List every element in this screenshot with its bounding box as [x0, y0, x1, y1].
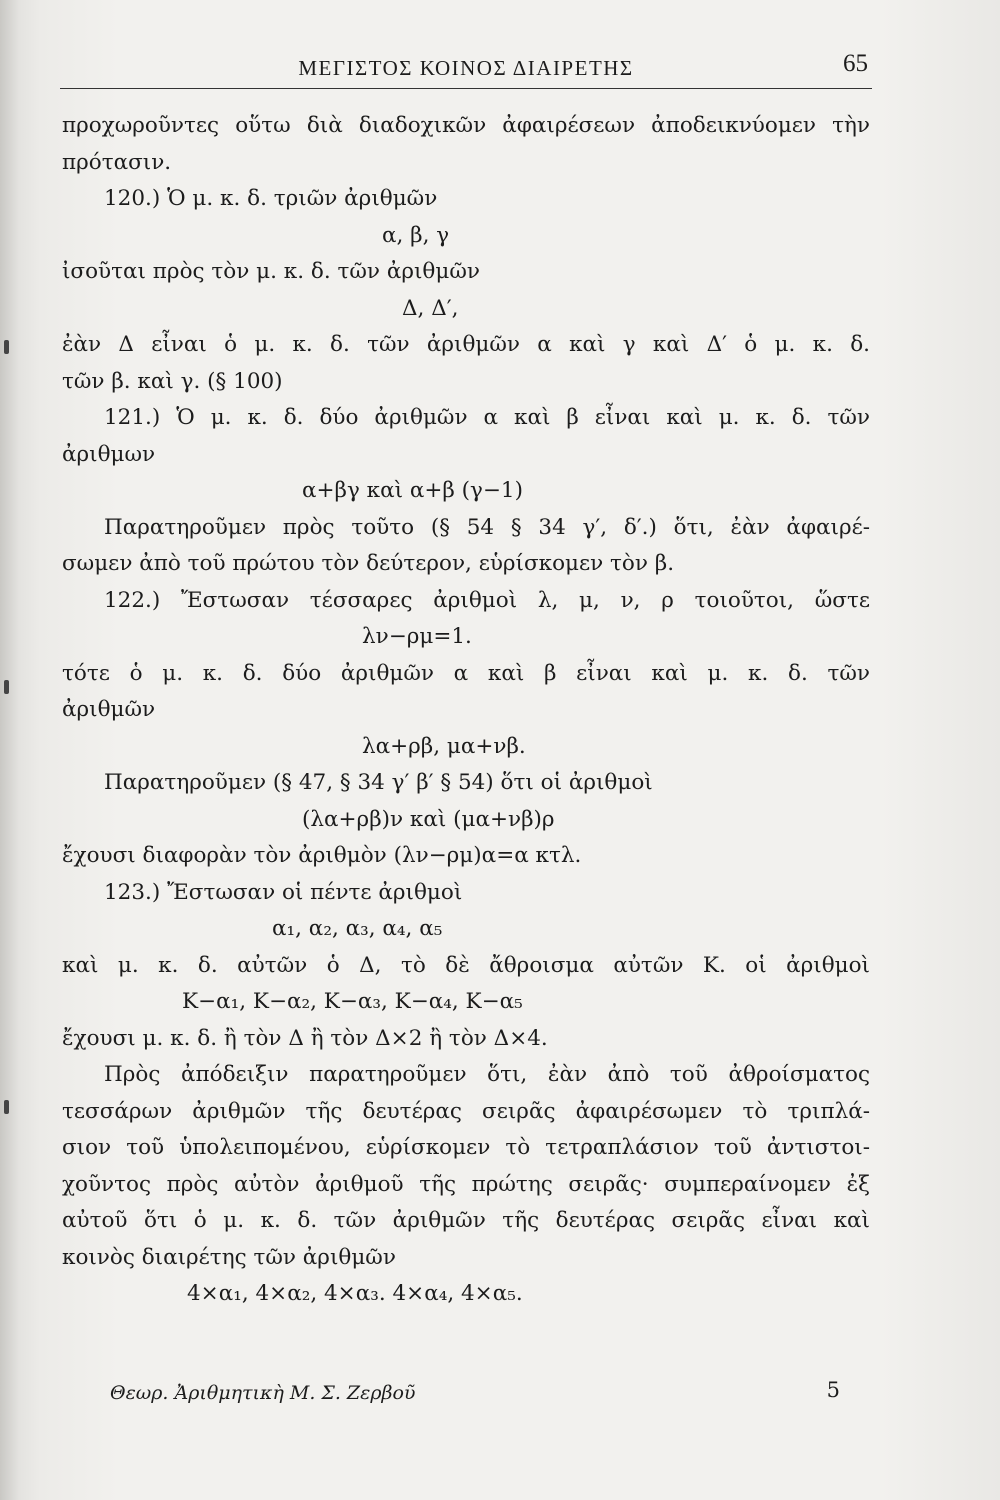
formula-line: α₁, α₂, α₃, α₄, α₅	[272, 916, 443, 941]
text-line: σιον τοῦ ὑπολειπομένου, εὑρίσκομεν τὸ τετραπλάσιον τοῦ ἀντιστοι-	[62, 1135, 870, 1160]
formula-line: α+βγ καὶ α+β (γ−1)	[302, 478, 523, 503]
page-body	[62, 108, 870, 1313]
page-footer	[110, 1378, 840, 1418]
text-line: σωμεν ἀπὸ τοῦ πρώτου τὸν δεύτερον, εὑρίσκομεν τὸν β.	[62, 551, 675, 576]
text-line: καὶ μ. κ. δ. αὐτῶν ὁ Δ, τὸ δὲ ἄθροισμα αὐτῶν Κ. οἱ ἀριθμοὶ	[62, 952, 870, 978]
running-title: ΜΕΓΙΣΤΟΣ ΚΟΙΝΟΣ ΔΙΑΙΡΕΤΗΣ	[298, 56, 634, 80]
formula-line: Κ−α₁, Κ−α₂, Κ−α₃, Κ−α₄, Κ−α₅	[182, 989, 523, 1014]
text-line: ἔχουσι διαφορὰν τὸν ἀριθμὸν (λν−ρμ)α=α κτλ.	[62, 843, 582, 868]
text-line: Παρατηροῦμεν (§ 47, § 34 γ′ β′ § 54) ὅτι οἱ ἀριθμοὶ	[104, 770, 653, 795]
text-line: ἀριθμων	[62, 441, 156, 467]
text-line: τεσσάρων ἀριθμῶν τῆς δευτέρας σειρᾶς ἀφαιρέσωμεν τὸ τριπλά-	[62, 1098, 870, 1124]
page-number: 65	[843, 50, 868, 77]
sheet-number: 5	[826, 1378, 840, 1402]
edge-mark	[4, 680, 9, 694]
footer-signature: Θεωρ. Ἀριθμητικὴ Μ. Σ. Ζερβοῦ	[110, 1382, 416, 1404]
book-spine-shadow	[0, 0, 18, 1500]
text-line: ἐὰν Δ εἶναι ὁ μ. κ. δ. τῶν ἀριθμῶν α καὶ γ καὶ Δ′ ὁ μ. κ. δ.	[62, 332, 870, 357]
text-line: ἔχουσι μ. κ. δ. ἢ τὸν Δ ἢ τὸν Δ×2 ἢ τὸν Δ×4.	[62, 1025, 548, 1051]
text-line: ἰσοῦται πρὸς τὸν μ. κ. δ. τῶν ἀριθμῶν	[62, 259, 480, 284]
proposition-121-line: 121.) Ὁ μ. κ. δ. δύο ἀριθμῶν α καὶ β εἶναι καὶ μ. κ. δ. τῶν	[104, 405, 870, 430]
text-line: Πρὸς ἀπόδειξιν παρατηροῦμεν ὅτι, ἐὰν ἀπὸ τοῦ ἀθροίσματος	[104, 1062, 870, 1087]
text-line: προχωροῦντες οὕτω διὰ διαδοχικῶν ἀφαιρέσεων ἀποδεικνύομεν τὴν	[62, 113, 870, 138]
text-line: ἀριθμῶν	[62, 697, 156, 722]
proposition-123-line: 123.) Ἔστωσαν οἱ πέντε ἀριθμοὶ	[104, 879, 463, 905]
formula-line: λα+ρβ, μα+νβ.	[362, 733, 526, 759]
formula-line: 4×α₁, 4×α₂, 4×α₃. 4×α₄, 4×α₅.	[187, 1281, 523, 1306]
page-header	[60, 48, 872, 89]
formula-line: λν−ρμ=1.	[362, 624, 472, 649]
edge-mark	[4, 1100, 9, 1114]
text-line: χοῦντος πρὸς αὐτὸν ἀριθμοῦ τῆς πρώτης σειρᾶς· συμπεραίνομεν ἐξ	[62, 1171, 870, 1197]
proposition-120-line: 120.) Ὁ μ. κ. δ. τριῶν ἀριθμῶν	[104, 186, 438, 211]
text-line: τότε ὁ μ. κ. δ. δύο ἀριθμῶν α καὶ β εἶναι καὶ μ. κ. δ. τῶν	[62, 660, 870, 686]
text-line: αὐτοῦ ὅτι ὁ μ. κ. δ. τῶν ἀριθμῶν τῆς δευτέρας σειρᾶς εἶναι καὶ	[62, 1208, 870, 1233]
formula-line: Δ, Δ′,	[402, 295, 459, 321]
proposition-122-line: 122.) Ἔστωσαν τέσσαρες ἀριθμοὶ λ, μ, ν, ρ τοιοῦτοι, ὥστε	[104, 587, 870, 613]
text-line: κοινὸς διαιρέτης τῶν ἀριθμῶν	[62, 1244, 396, 1270]
text-line: τῶν β. καὶ γ. (§ 100)	[62, 368, 283, 394]
edge-mark	[4, 340, 9, 354]
text-line: Παρατηροῦμεν πρὸς τοῦτο (§ 54 § 34 γ′, δ′.) ὅτι, ἐὰν ἀφαιρέ-	[104, 514, 870, 540]
text-line: πρότασιν.	[62, 149, 172, 175]
formula-line: (λα+ρβ)ν καὶ (μα+νβ)ρ	[302, 806, 555, 832]
formula-line: α, β, γ	[382, 222, 450, 248]
